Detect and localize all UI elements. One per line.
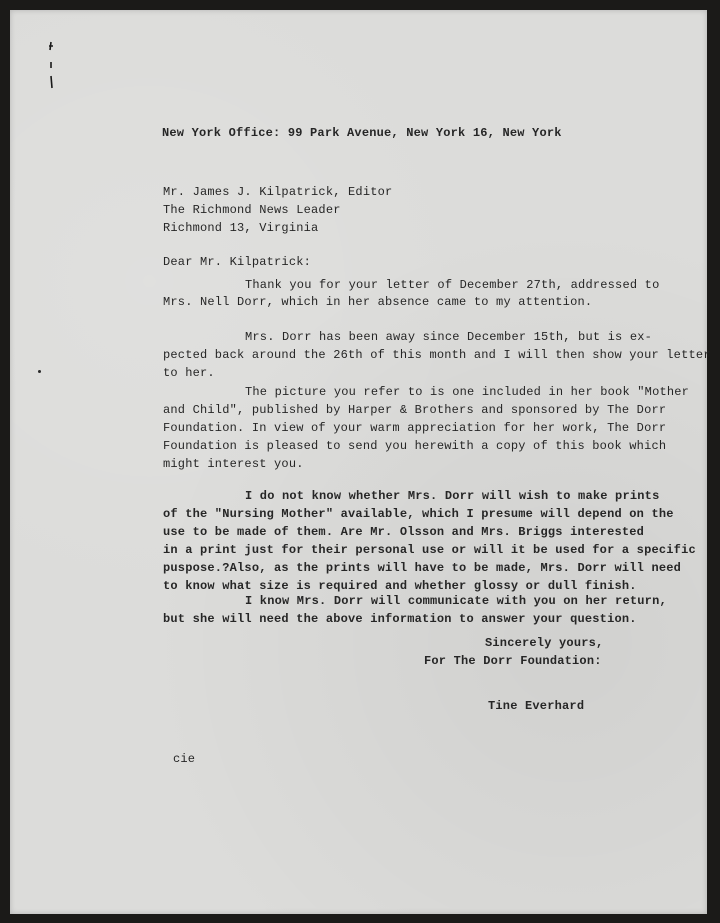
paragraph-3-line: Foundation. In view of your warm appreciation for her work, The Dorr	[163, 421, 667, 435]
paragraph-3-line: might interest you.	[163, 457, 304, 471]
paragraph-4-line: I do not know whether Mrs. Dorr will wish to make prints	[245, 489, 660, 503]
letter-page	[10, 10, 711, 914]
paragraph-4-line: of the "Nursing Mother" available, which I presume will depend on the	[163, 507, 674, 521]
closing-line: Sincerely yours,	[485, 636, 604, 650]
ink-speck	[38, 370, 41, 373]
paragraph-4-line: use to be made of them. Are Mr. Olsson and Mrs. Briggs interested	[163, 525, 645, 539]
paragraph-3-line: The picture you refer to is one included in her book "Mother	[245, 385, 690, 399]
recipient-organization: The Richmond News Leader	[163, 203, 341, 217]
recipient-name: Mr. James J. Kilpatrick, Editor	[163, 185, 393, 199]
paragraph-5-line: but she will need the above information to answer your question.	[163, 612, 637, 626]
letterhead: New York Office: 99 Park Avenue, New York 16, New York	[162, 126, 562, 140]
paragraph-5-line: I know Mrs. Dorr will communicate with you on her return,	[245, 594, 667, 608]
paragraph-3-line: and Child", published by Harper & Brothers and sponsored by The Dorr	[163, 403, 667, 417]
typist-initials: cie	[173, 752, 196, 766]
signature-name: Tine Everhard	[488, 699, 585, 713]
paragraph-2-line: pected back around the 26th of this month and I will then show your letter	[163, 348, 711, 362]
paragraph-3-line: Foundation is pleased to send you herewith a copy of this book which	[163, 439, 667, 453]
closing-organization: For The Dorr Foundation:	[424, 654, 602, 668]
recipient-address: Richmond 13, Virginia	[163, 221, 319, 235]
paragraph-4-line: puspose.?Also, as the prints will have to be made, Mrs. Dorr will need	[163, 561, 682, 575]
salutation: Dear Mr. Kilpatrick:	[163, 255, 312, 269]
paragraph-1-line: Mrs. Nell Dorr, which in her absence came to my attention.	[163, 295, 593, 309]
paragraph-4-line: in a print just for their personal use or will it be used for a specific	[163, 543, 696, 557]
hole-punch-mark-icon	[46, 40, 56, 90]
paragraph-4-line: to know what size is required and whether glossy or dull finish.	[163, 579, 637, 593]
paragraph-2-line: to her.	[163, 366, 215, 380]
paragraph-2-line: Mrs. Dorr has been away since December 15th, but is ex-	[245, 330, 653, 344]
paragraph-1-line: Thank you for your letter of December 27th, addressed to	[245, 278, 660, 292]
